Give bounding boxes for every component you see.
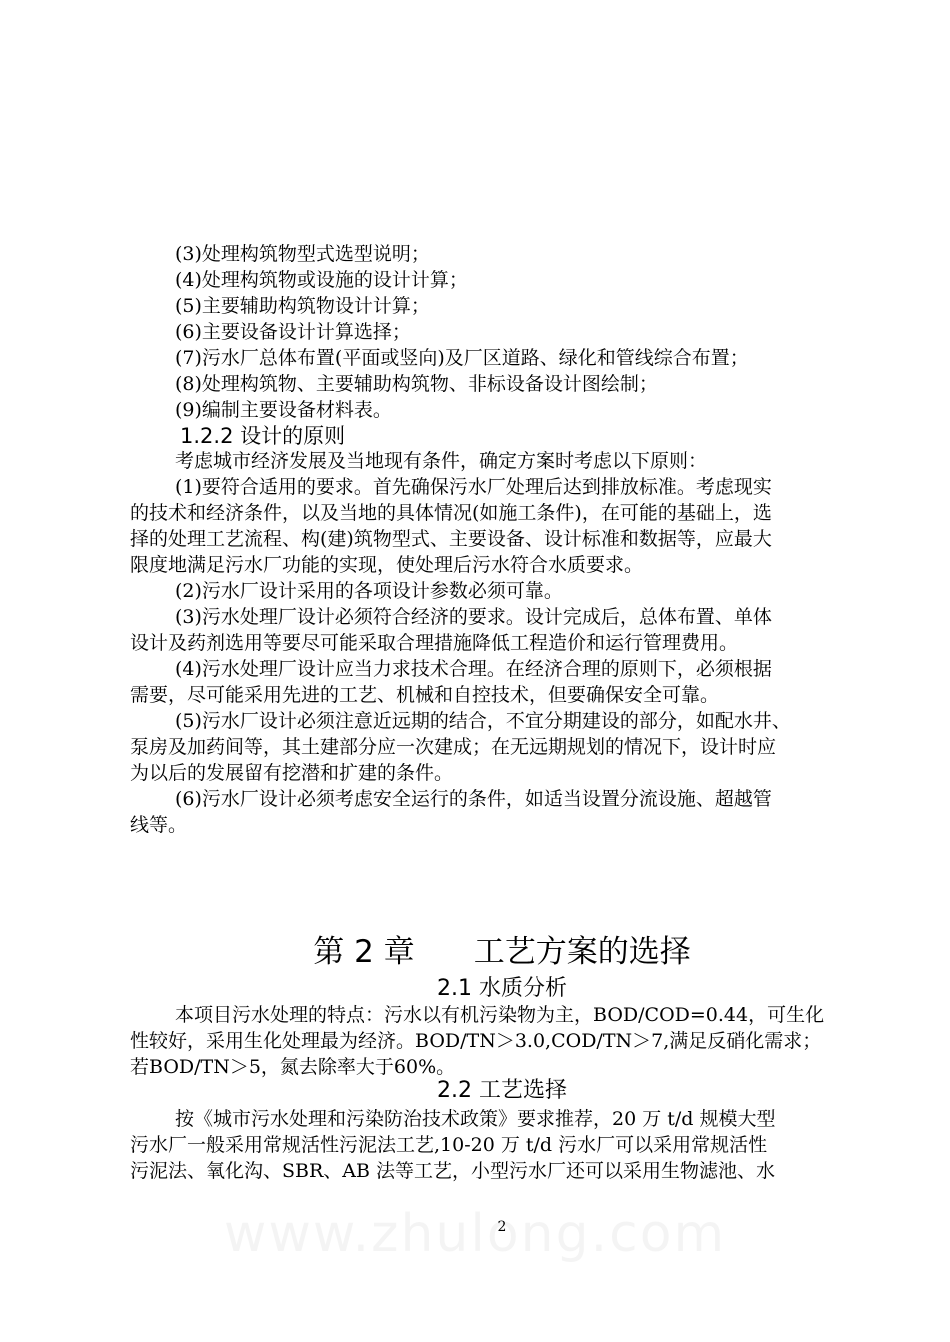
list-item: (8)处理构筑物、主要辅助构筑物、非标设备设计图绘制； [175, 373, 658, 395]
paragraph-line: 限度地满足污水厂功能的实现，使处理后污水符合水质要求。 [130, 554, 644, 576]
paragraph-line: (6)污水厂设计必须考虑安全运行的条件，如适当设置分流设施、超越管 [175, 788, 772, 810]
paragraph-line: 泵房及加药间等，其土建部分应一次建成；在无远期规划的情况下，设计时应 [130, 736, 777, 758]
paragraph-line: 择的处理工艺流程、构(建)筑物型式、主要设备、设计标准和数据等，应最大 [130, 528, 772, 550]
paragraph-line: 若BOD/TN＞5，氮去除率大于60%。 [130, 1056, 456, 1078]
list-item: (7)污水厂总体布置(平面或竖向)及厂区道路、绿化和管线综合布置； [175, 347, 749, 369]
list-item: (6)主要设备设计计算选择； [175, 321, 411, 343]
paragraph-line: (1)要符合适用的要求。首先确保污水厂处理后达到排放标准。考虑现实 [175, 476, 772, 498]
list-item: (3)处理构筑物型式选型说明； [175, 243, 430, 265]
chapter-title: 第 2 章 工艺方案的选择 [313, 934, 691, 970]
paragraph-line: 为以后的发展留有挖潜和扩建的条件。 [130, 762, 454, 784]
watermark [0, 1204, 950, 1264]
list-item: (4)处理构筑物或设施的设计计算； [175, 269, 468, 291]
paragraph-intro: 考虑城市经济发展及当地现有条件，确定方案时考虑以下原则： [175, 450, 708, 472]
paragraph-line: 污泥法、氧化沟、SBR、AB 法等工艺，小型污水厂还可以采用生物滤池、水 [130, 1160, 776, 1182]
paragraph-line: 线等。 [130, 814, 188, 836]
paragraph-line: 污水厂一般采用常规活性污泥法工艺,10-20 万 t/d 污水厂可以采用常规活性 [130, 1134, 768, 1156]
page-number: 2 [497, 1219, 507, 1235]
list-item: (5)主要辅助构筑物设计计算； [175, 295, 430, 317]
paragraph-line: 需要，尽可能采用先进的工艺、机械和自控技术，但要确保安全可靠。 [130, 684, 720, 706]
paragraph-line: (4)污水处理厂设计应当力求技术合理。在经济合理的原则下，必须根据 [175, 658, 772, 680]
paragraph-line: 设计及药剂选用等要尽可能采取合理措施降低工程造价和运行管理费用。 [130, 632, 739, 654]
section-heading-1-2-2: 1.2.2 设计的原则 [180, 424, 346, 448]
section-heading-2-1: 2.1 水质分析 [437, 976, 567, 1001]
paragraph-line: 的技术和经济条件，以及当地的具体情况(如施工条件)，在可能的基础上，选 [130, 502, 772, 524]
section-heading-2-2: 2.2 工艺选择 [437, 1078, 567, 1103]
list-item: (9)编制主要设备材料表。 [175, 399, 392, 421]
paragraph-line: 本项目污水处理的特点：污水以有机污染物为主，BOD/COD=0.44，可生化 [175, 1004, 825, 1026]
paragraph-line: (2)污水厂设计采用的各项设计参数必须可靠。 [175, 580, 563, 602]
paragraph-line: 按《城市污水处理和污染防治技术政策》要求推荐，20 万 t/d 规模大型 [175, 1108, 776, 1130]
paragraph-line: (5)污水厂设计必须注意近远期的结合，不宜分期建设的部分，如配水井、 [175, 710, 791, 732]
paragraph-line: 性较好，采用生化处理最为经济。BOD/TN＞3.0,COD/TN＞7,满足反硝化需求； [130, 1030, 822, 1052]
paragraph-line: (3)污水处理厂设计必须符合经济的要求。设计完成后，总体布置、单体 [175, 606, 772, 628]
